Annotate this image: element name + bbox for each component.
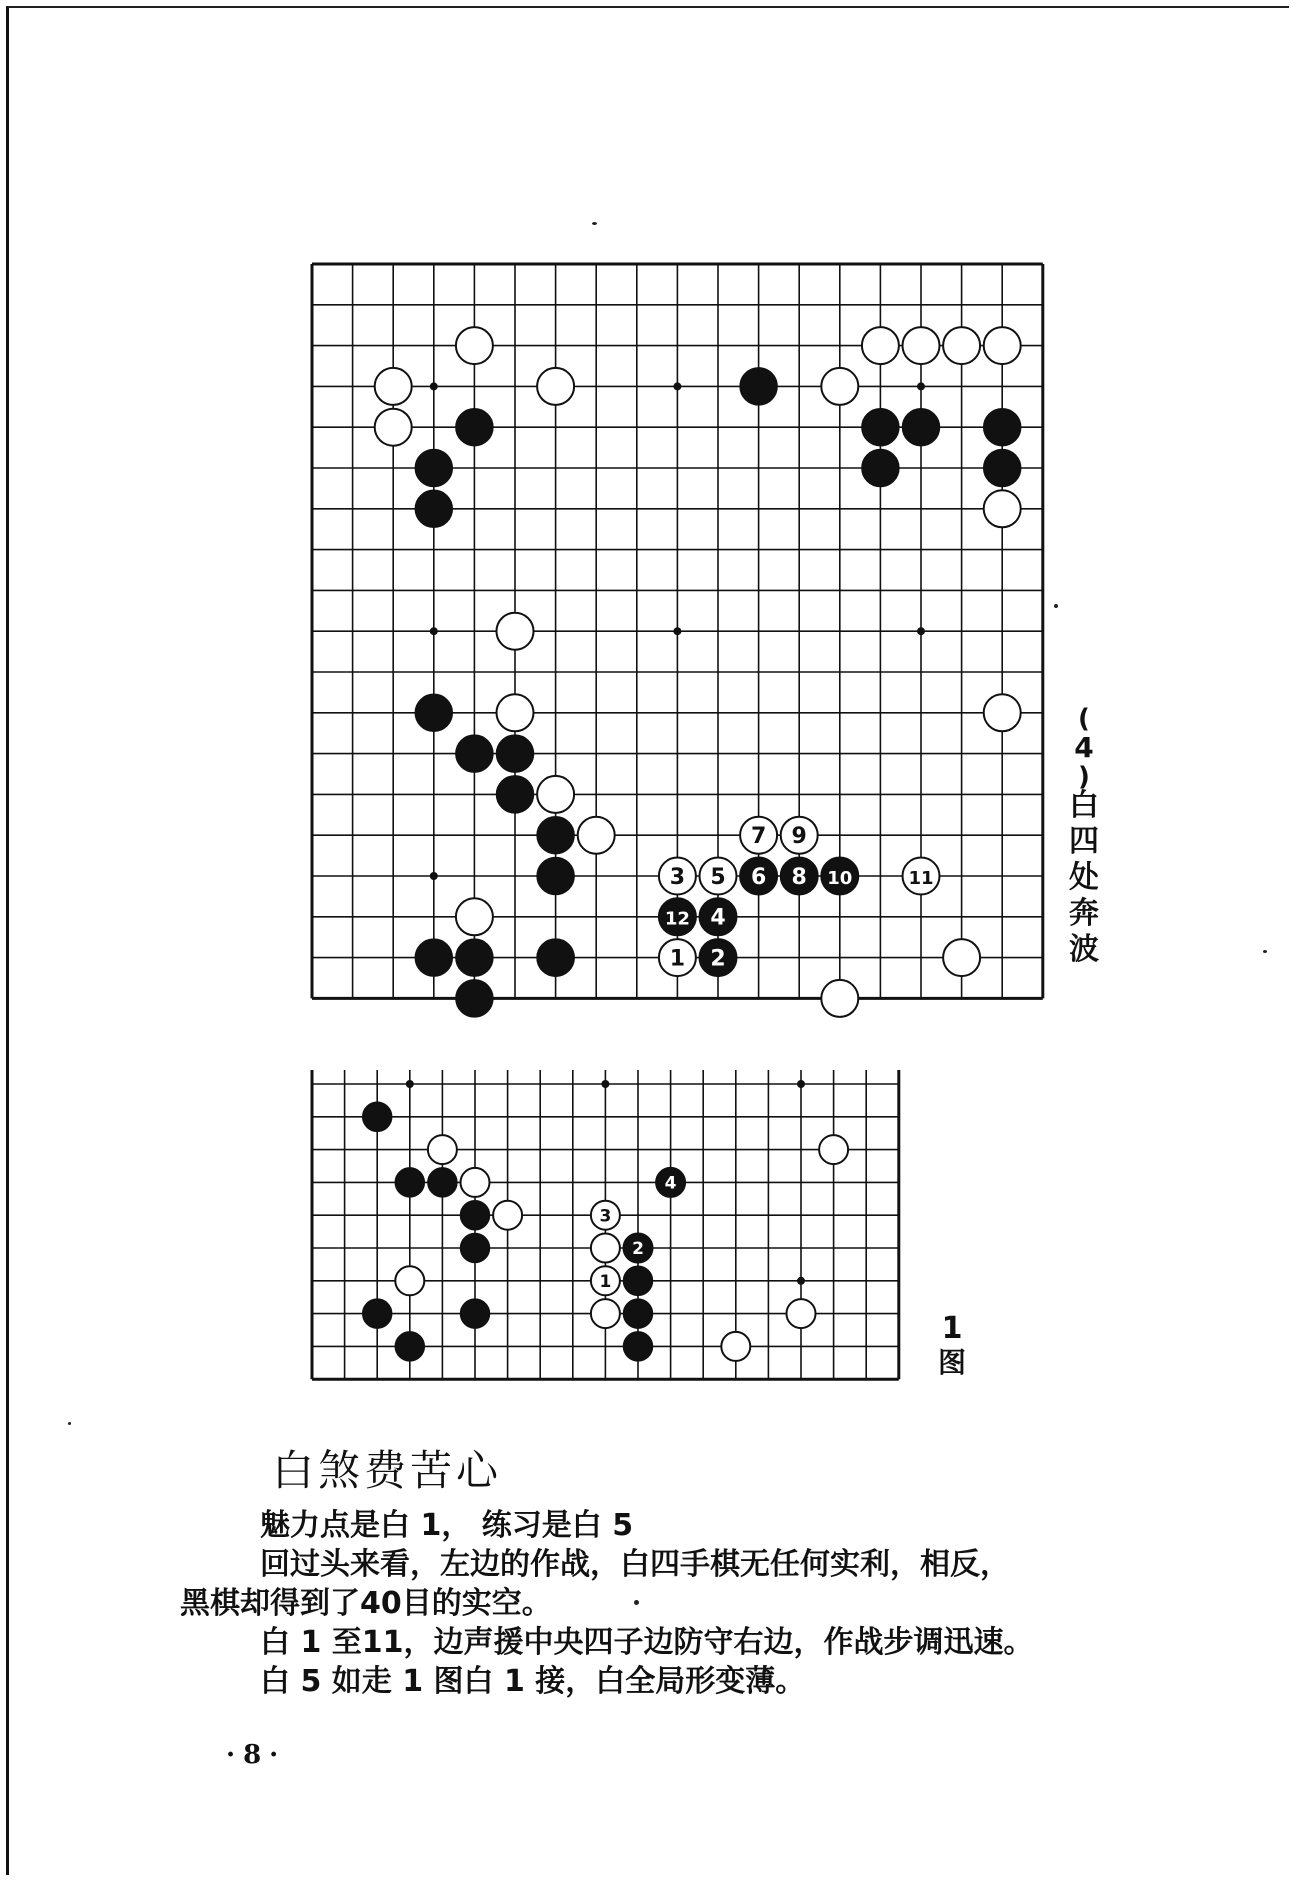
white-stone bbox=[821, 980, 858, 1017]
black-stone bbox=[862, 450, 899, 487]
caption-char: 奔 bbox=[1069, 896, 1099, 931]
black-stone bbox=[363, 1299, 392, 1328]
star-point bbox=[430, 382, 438, 390]
white-stone bbox=[461, 1168, 490, 1197]
black-stone bbox=[415, 694, 452, 731]
print-speck bbox=[592, 222, 597, 225]
paragraph-4: 白 5 如走 1 图白 1 接，白全局形变薄。 bbox=[260, 1664, 806, 1699]
black-stone bbox=[862, 409, 899, 446]
white-stone bbox=[591, 1234, 620, 1263]
move-number: 2 bbox=[710, 946, 726, 972]
star-point bbox=[430, 872, 438, 880]
move-number: 6 bbox=[750, 864, 767, 890]
white-stone bbox=[395, 1266, 424, 1295]
print-speck bbox=[1054, 604, 1058, 608]
star-point bbox=[673, 627, 681, 635]
star-point bbox=[601, 1080, 609, 1088]
star-point bbox=[430, 627, 438, 635]
print-speck bbox=[1263, 950, 1267, 953]
white-stone bbox=[591, 1299, 620, 1328]
page-number-value: 8 bbox=[243, 1740, 270, 1770]
star-point bbox=[797, 1277, 805, 1285]
white-stone bbox=[903, 327, 940, 364]
print-speck bbox=[68, 1422, 71, 1425]
paragraph-2a: 回过头来看，左边的作战，白四手棋无任何实利，相反， bbox=[260, 1547, 1010, 1582]
caption-char: 四 bbox=[1069, 824, 1099, 859]
black-stone bbox=[461, 1201, 490, 1230]
white-stone bbox=[984, 490, 1021, 527]
move-number: 9 bbox=[791, 824, 807, 850]
caption-char: 白 bbox=[1069, 788, 1099, 823]
small-board-svg bbox=[308, 1068, 908, 1388]
white-stone bbox=[456, 898, 493, 935]
white-stone bbox=[984, 694, 1021, 731]
caption-char: 波 bbox=[1069, 932, 1099, 967]
white-stone bbox=[428, 1135, 457, 1164]
white-stone bbox=[984, 327, 1021, 364]
black-stone bbox=[537, 939, 574, 976]
figure-number: 1 bbox=[941, 1311, 963, 1346]
black-stone bbox=[456, 409, 493, 446]
white-stone bbox=[943, 939, 980, 976]
print-speck bbox=[634, 1600, 639, 1605]
black-stone bbox=[428, 1168, 457, 1197]
move-number: 11 bbox=[908, 867, 934, 889]
move-number: 2 bbox=[632, 1239, 644, 1260]
white-stone bbox=[537, 368, 574, 405]
white-stone bbox=[862, 327, 899, 364]
black-stone bbox=[984, 409, 1021, 446]
black-stone bbox=[497, 776, 534, 813]
star-point bbox=[673, 382, 681, 390]
figure-label bbox=[932, 1312, 972, 1380]
white-stone bbox=[537, 776, 574, 813]
main-board-svg bbox=[308, 260, 1042, 1004]
black-stone bbox=[624, 1266, 653, 1295]
move-number: 5 bbox=[710, 864, 726, 890]
black-stone bbox=[497, 735, 534, 772]
black-stone bbox=[461, 1234, 490, 1263]
move-number: 12 bbox=[664, 908, 690, 930]
black-stone bbox=[624, 1299, 653, 1328]
black-stone bbox=[395, 1332, 424, 1361]
star-point bbox=[406, 1080, 414, 1088]
black-stone bbox=[456, 939, 493, 976]
black-stone bbox=[415, 939, 452, 976]
star-point bbox=[917, 382, 925, 390]
black-stone bbox=[395, 1168, 424, 1197]
white-stone bbox=[943, 327, 980, 364]
black-stone bbox=[537, 817, 574, 854]
caption-close-paren: ) bbox=[1078, 762, 1090, 792]
black-stone bbox=[740, 368, 777, 405]
white-stone bbox=[578, 817, 615, 854]
white-stone bbox=[819, 1135, 848, 1164]
caption-char: 处 bbox=[1069, 860, 1099, 895]
move-number: 10 bbox=[827, 867, 853, 889]
move-number: 3 bbox=[599, 1206, 612, 1227]
section-title: 白煞费苦心 bbox=[272, 1446, 503, 1495]
black-stone bbox=[461, 1299, 490, 1328]
white-stone bbox=[375, 368, 412, 405]
black-stone bbox=[415, 490, 452, 527]
black-stone bbox=[984, 450, 1021, 487]
star-point bbox=[917, 627, 925, 635]
caption-number: 4 bbox=[1074, 731, 1094, 764]
black-stone bbox=[624, 1332, 653, 1361]
star-point bbox=[797, 1080, 805, 1088]
main-go-diagram bbox=[308, 260, 1042, 1004]
black-stone bbox=[456, 980, 493, 1017]
white-stone bbox=[497, 613, 534, 650]
move-number: 8 bbox=[791, 864, 807, 890]
paragraph-1: 魅力点是白 1， 练习是白 5 bbox=[260, 1508, 634, 1543]
paragraph-3: 白 1 至11，边声援中央四子边防守右边，作战步调迅速。 bbox=[260, 1625, 1034, 1660]
white-stone bbox=[493, 1201, 522, 1230]
figure-label-text: 图 bbox=[937, 1346, 966, 1379]
commentary bbox=[180, 1506, 1180, 1701]
white-stone bbox=[497, 694, 534, 731]
move-number: 7 bbox=[750, 824, 767, 850]
white-stone bbox=[821, 368, 858, 405]
move-number: 4 bbox=[664, 1173, 677, 1194]
white-stone bbox=[721, 1332, 750, 1361]
page-number: ·8· bbox=[226, 1740, 287, 1770]
white-stone bbox=[375, 409, 412, 446]
move-number: 3 bbox=[669, 864, 686, 890]
white-stone bbox=[456, 327, 493, 364]
black-stone bbox=[456, 735, 493, 772]
move-number: 1 bbox=[599, 1271, 612, 1292]
move-number: 4 bbox=[710, 905, 726, 931]
small-go-diagram bbox=[308, 1068, 908, 1388]
white-stone bbox=[787, 1299, 816, 1328]
black-stone bbox=[363, 1102, 392, 1131]
black-stone bbox=[903, 409, 940, 446]
paragraph-2b: 黑棋却得到了40目的实空。 bbox=[180, 1586, 552, 1621]
black-stone bbox=[537, 858, 574, 895]
move-number: 1 bbox=[669, 946, 686, 972]
black-stone bbox=[415, 450, 452, 487]
caption-open-paren: ( bbox=[1078, 704, 1090, 734]
diagram-caption bbox=[1062, 704, 1106, 968]
